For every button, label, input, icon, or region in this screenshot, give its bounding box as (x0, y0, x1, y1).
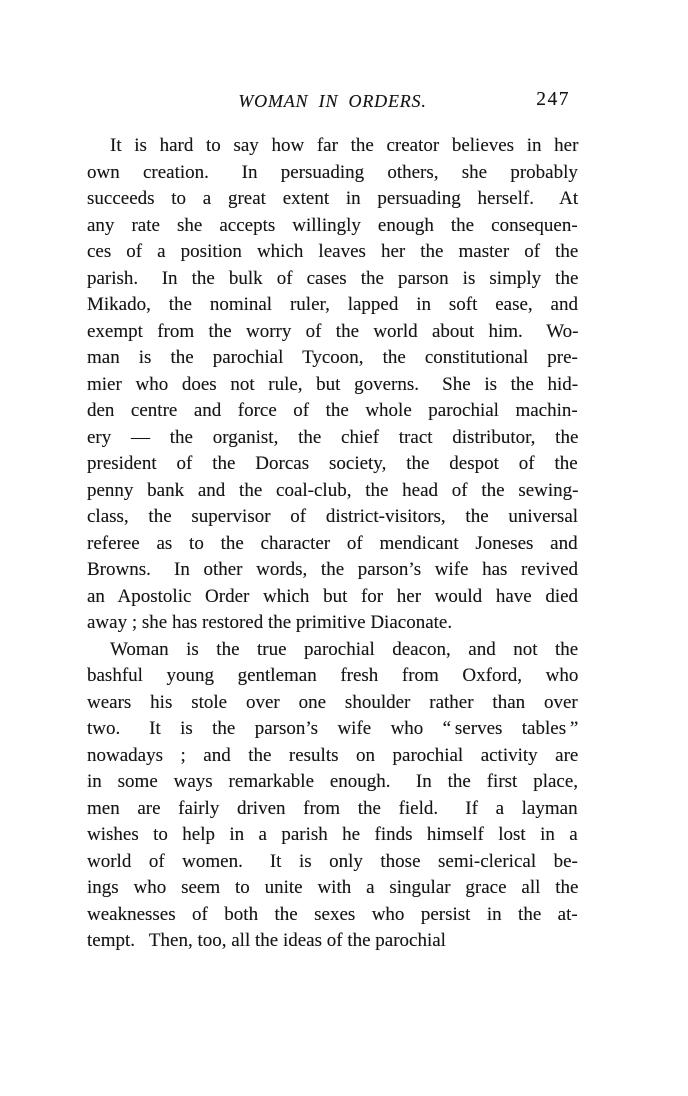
text-line: den centre and force of the whole parochial machin- (87, 400, 578, 421)
text-line: bashful young gentleman fresh from Oxford, who (87, 665, 579, 686)
body-text (87, 133, 578, 955)
text-line: two. It is the parson’s wife who “ serves tables ” (87, 718, 579, 739)
text-line: ery — the organist, the chief tract distributor, the (87, 426, 579, 448)
text-line: referee as to the character of mendicant Joneses and (87, 532, 578, 554)
text-line: away ; she has restored the primitive Diaconate. (87, 612, 453, 633)
text-line: own creation. In persuading others, she probably (87, 161, 578, 183)
text-line: any rate she accepts willingly enough the consequen- (87, 214, 578, 236)
text-line: parish. In the bulk of cases the parson is simply the (87, 267, 579, 289)
page-header-title: WOMAN IN ORDERS. (238, 91, 427, 111)
text-line: weaknesses of both the sexes who persist in the at- (87, 903, 578, 925)
text-line: ings who seem to unite with a singular grace all the (87, 877, 579, 898)
text-line: Browns. In other words, the parson’s wife has revived (87, 559, 579, 580)
text-line: ces of a position which leaves her the master of the (87, 241, 579, 262)
running-header (87, 89, 578, 115)
text-line: Woman is the true parochial deacon, and not the (110, 638, 579, 660)
text-line: Mikado, the nominal ruler, lapped in soft ease, and (87, 294, 578, 315)
text-line: president of the Dorcas society, the despot of the (87, 453, 578, 474)
text-line: penny bank and the coal-club, the head of the sewing- (87, 479, 579, 501)
text-line: an Apostolic Order which but for her would have died (87, 585, 579, 607)
text-line: men are fairly driven from the field. If a layman (87, 797, 578, 819)
text-line: tempt. Then, too, all the ideas of the parochial (87, 930, 446, 951)
text-line: mier who does not rule, but governs. She is the hid- (87, 373, 579, 395)
text-line: world of women. It is only those semi-clerical be- (87, 850, 578, 872)
page-number: 247 (536, 89, 570, 110)
text-line: It is hard to say how far the creator believes in her (110, 135, 579, 156)
text-line: succeeds to a great extent in persuading herself. At (87, 188, 579, 209)
text-line: exempt from the worry of the world about him. Wo- (87, 320, 579, 342)
text-line: wishes to help in a parish he finds himself lost in a (87, 824, 578, 845)
text-line: in some ways remarkable enough. In the first place, (87, 771, 579, 792)
text-line: man is the parochial Tycoon, the constitutional pre- (87, 347, 578, 368)
text-line: class, the supervisor of district-visitors, the universal (87, 506, 579, 527)
text-line: nowadays ; and the results on parochial activity are (87, 744, 579, 766)
text-line: wears his stole over one shoulder rather than over (87, 691, 578, 713)
